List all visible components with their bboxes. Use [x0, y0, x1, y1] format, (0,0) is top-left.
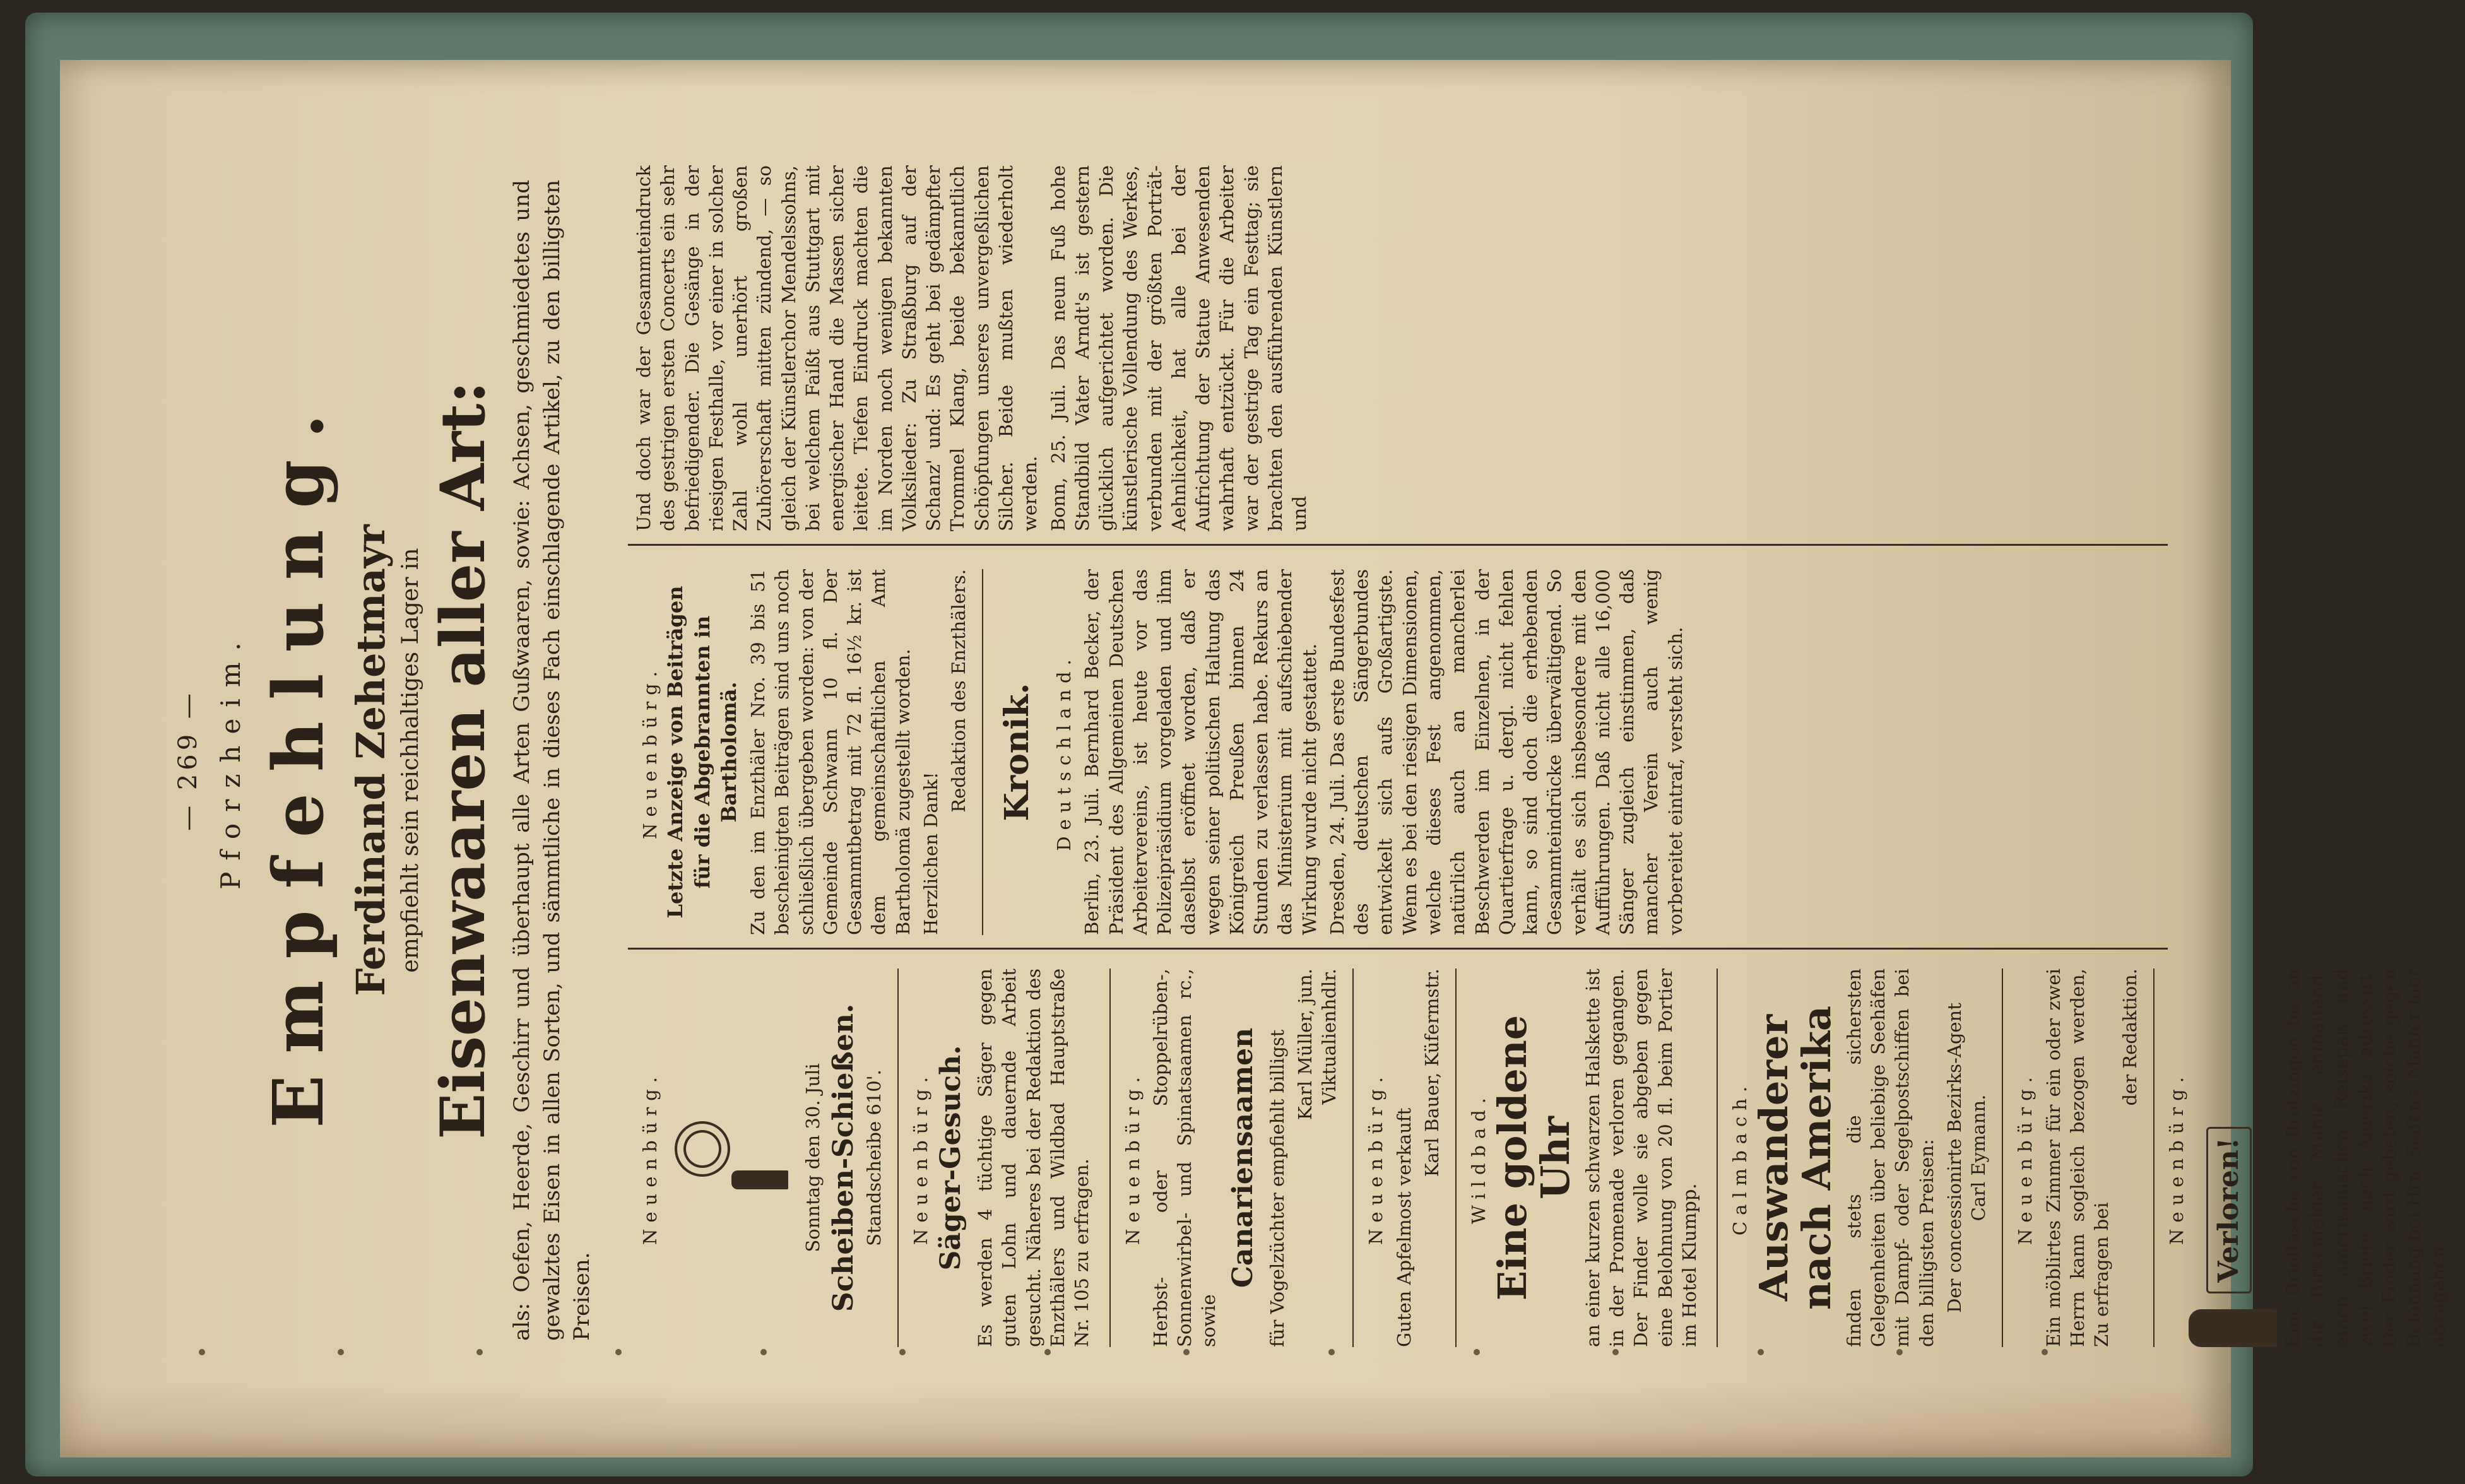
country-heading: Deutschland. — [1053, 653, 1075, 851]
headline: Empfehlung. — [257, 392, 339, 1128]
ad-title: Letzte Anzeige von Beiträgen für die Abgebrannten in Bartholomä. — [663, 586, 741, 919]
ad-text: Eine Brieftasche von Brötzingen bis an die Birkenfelder Mühle, enthaltend: einen amerikanischen Reisepaß und zwei Briefe, nach Amerika adressirt. Der Finder wird gebeten, solche gegen Belohnung bei Hrn. Seifens. Mahler hier abzugeben. — [2282, 969, 2449, 1347]
ad-town: Neuenbürg. — [2165, 1071, 2187, 1245]
ad-zimmer — [2003, 969, 2154, 1347]
ad-verloren — [2155, 969, 2465, 1347]
ad-title: Scheiben-Schießen. — [827, 1003, 860, 1312]
ad-signer-role: Viktualienhdlr. — [1318, 969, 1340, 1105]
newspaper-page — [60, 60, 2449, 1458]
ad-town: Wildbad. — [1468, 1091, 1490, 1225]
ad-label: Verloren! — [2206, 1127, 2252, 1293]
news-dresden-continued: Und doch war der Gesammteindruck des gestrigen ersten Concerts ein sehr befriedigender. Die Gesänge in der riesigen Festhalle, vor einer in solcher Zahl wohl unerhört großen Zuhörerschaft mitten zündend, — so gleich der Künstlerchor Mendelssohns, bei welchem Faißt aus Stuttgart mit energischer Hand die Massen sicher leitete. Tiefen Eindruck machten die im Norden noch wenigen bekannten Volkslieder: Zu Straßburg auf der Schanz' und: Es geht bei gedämpfter Trommel Klang, beide bekanntlich Schöpfungen unseres unvergeßlichen Silcher. Beide mußten wiederholt werden. — [633, 165, 1041, 531]
ad-signer: Karl Bauer, Küfermstr. — [1421, 969, 1443, 1177]
ad-text: an einer kurzen schwarzen Halskette ist in der Promenade verloren gegangen. Der Finder wolle sie abgeben gegen eine Belohnung von 20 fl. beim Portier im Hotel Klumpp. — [1581, 969, 1700, 1347]
town-name: Pforzheim. — [215, 631, 246, 890]
ad-text: Herbst- oder Stoppelrüben-, Sonnenwirbel- und Spinatsaamen rc., sowie — [1149, 969, 1220, 1347]
rotated-page-content — [148, 155, 2449, 1366]
ad-text-2: für Vogelzüchter empfiehlt billigst — [1266, 1029, 1288, 1347]
target-icon — [675, 1121, 730, 1177]
ad-title: Eine goldene Uhr — [1489, 1015, 1578, 1301]
ad-title: Säger-Gesuch. — [935, 1045, 967, 1271]
news-bonn: Bonn, 25. Juli. Das neun Fuß hohe Standbild Vater Arndt's ist gestern glücklich aufgerichtet worden. Die künstlerische Vollendung des Werkes, verbunden mit der größten Porträt-Aehnlichkeit, hat alle bei der Aufrichtung der Statue Anwesenden wahrhaft entzückt. Für die Arbeiter war der gestrige Tag ein Festtag; sie brachten den ausführenden Künstlern und — [1047, 165, 1311, 531]
masthead-advertisement — [148, 155, 603, 1366]
ad-text: Es werden 4 tüchtige Säger gegen guten Lohn und dauernde Arbeit gesucht. Näheres bei der Redaktion des Enzthälers und Wildbad Hauptstraße Nr. 105 zu erfragen. — [974, 969, 1093, 1347]
ad-date: Sonntag den 30. Juli — [802, 1063, 824, 1252]
ad-role: Der concessionirte Bezirks-Agent — [1943, 1003, 1965, 1313]
goods-title: Eisenwaaren aller Art: — [427, 381, 499, 1140]
recommends-text: empfiehlt sein reichhaltiges Lager in — [398, 548, 423, 973]
ad-signer: der Redaktion. — [2119, 969, 2141, 1106]
news-dresden: Dresden, 24. Juli. Das erste Bundesfest des deutschen Sängerbundes entwickelt sich aufs Großartigste. Wenn es bei den riesigen Dimensionen, welche dieses Fest angenommen, natürlich auch an mancherlei Beschwerden im Einzelnen, in der Quartierfrage u. dergl. nicht fehlen kann, so sind doch die erhebenden Gesammteindrücke überwältigend. So verhält es sich insbesondere mit den Aufführungen. Daß nicht alle 16,000 Sänger zugleich einstimmen, daß mancher Verein auch wenig vorbereitet eintraf, versteht sich. — [1326, 569, 1686, 935]
ad-scheibenschiessen — [628, 969, 899, 1347]
ad-signer: Karl Müller, jun. — [1294, 969, 1316, 1121]
ad-town: Neuenbürg. — [1121, 1071, 1144, 1245]
traveler-figure-icon — [2189, 1309, 2277, 1347]
shooter-figure-icon — [731, 1170, 788, 1189]
ad-town: Neuenbürg. — [1365, 1071, 1387, 1245]
ad-title: Auswanderer nach Amerika — [1750, 1005, 1840, 1310]
verloren-header — [2189, 969, 2277, 1347]
ad-auswanderer — [1718, 969, 2003, 1347]
ad-town: Calmbach. — [1729, 1080, 1751, 1236]
ad-signer: Redaktion des Enzthälers. — [948, 569, 970, 813]
ad-signer: Carl Eymann. — [1968, 1094, 1990, 1222]
ad-thanks: Herzlichen Dank! — [919, 772, 942, 935]
ad-text: finden stets die sichersten Gelegenheiten über beliebige Seehäfen mit Dampf- oder Segelpostschiffen bei den billigsten Preisen: — [1843, 969, 1937, 1347]
ad-saeger-gesuch — [899, 969, 1111, 1347]
ad-town: Neuenbürg. — [639, 1071, 661, 1245]
ad-text: Guten Apfelmost verkauft — [1393, 1107, 1415, 1347]
section-title-kronik: Kronik. — [998, 683, 1037, 822]
ad-apfelmost — [1354, 969, 1457, 1347]
ad-canariensaamen — [1111, 969, 1354, 1347]
news-berlin: Berlin, 23. Juli. Bernhard Becker, der Präsident des Allgemeinen Deutschen Arbeitervereins, ist heute vor das Polizeipräsidium vorgeladen und ihm daselbst eröffnet worden, daß er wegen seiner politischen Haltung das Königreich Preußen binnen 24 Stunden zu verlassen habe. Rekurs an das Ministerium mit aufschiebender Wirkung wurde nicht gestattet. — [1081, 569, 1320, 935]
page-fold-shadow — [60, 1382, 2231, 1458]
merchant-name: Ferdinand Zehetmayr — [348, 524, 394, 996]
ad-town: Neuenbürg. — [2014, 1071, 2036, 1245]
ad-title: Canariensaamen — [1226, 1027, 1259, 1288]
column-middle — [628, 569, 2168, 950]
ad-town: Neuenbürg. — [639, 665, 661, 839]
shooter-target-illustration — [668, 1101, 795, 1215]
ad-goldene-uhr — [1457, 969, 1718, 1347]
column-ads-left — [628, 969, 2449, 1347]
ad-town: Neuenbürg. — [909, 1071, 931, 1245]
column-right — [628, 165, 2168, 546]
ad-text: Ein möblirtes Zimmer für ein oder zwei Herrn kann sogleich bezogen werden, Zu erfragen bei — [2042, 969, 2113, 1347]
ad-subtitle: Standscheibe 610'. — [863, 1069, 885, 1246]
page-number: — 269 — — [174, 690, 203, 831]
goods-text: als: Oefen, Heerde, Geschirr und überhaupt alle Arten Gußwaaren, sowie: Achsen, geschmiedetes und gewalztes Eisen in allen Sorten, und sämmtliche in dieses Fach einschlagende Artikel, zu den billigsten Preisen. — [509, 180, 595, 1341]
ad-beitraege-bartholomae — [628, 569, 983, 935]
ad-text: Zu den im Enzthäler Nro. 39 bis 51 bescheinigten Beiträgen sind uns noch schließlich übergeben worden: von der Gemeinde Schwann 10 fl. Der Gesammtbetrag mit 72 fl. 16½ kr. ist dem gemeinschaftlichen Amt Bartholomä zugestellt worden. — [747, 569, 914, 935]
